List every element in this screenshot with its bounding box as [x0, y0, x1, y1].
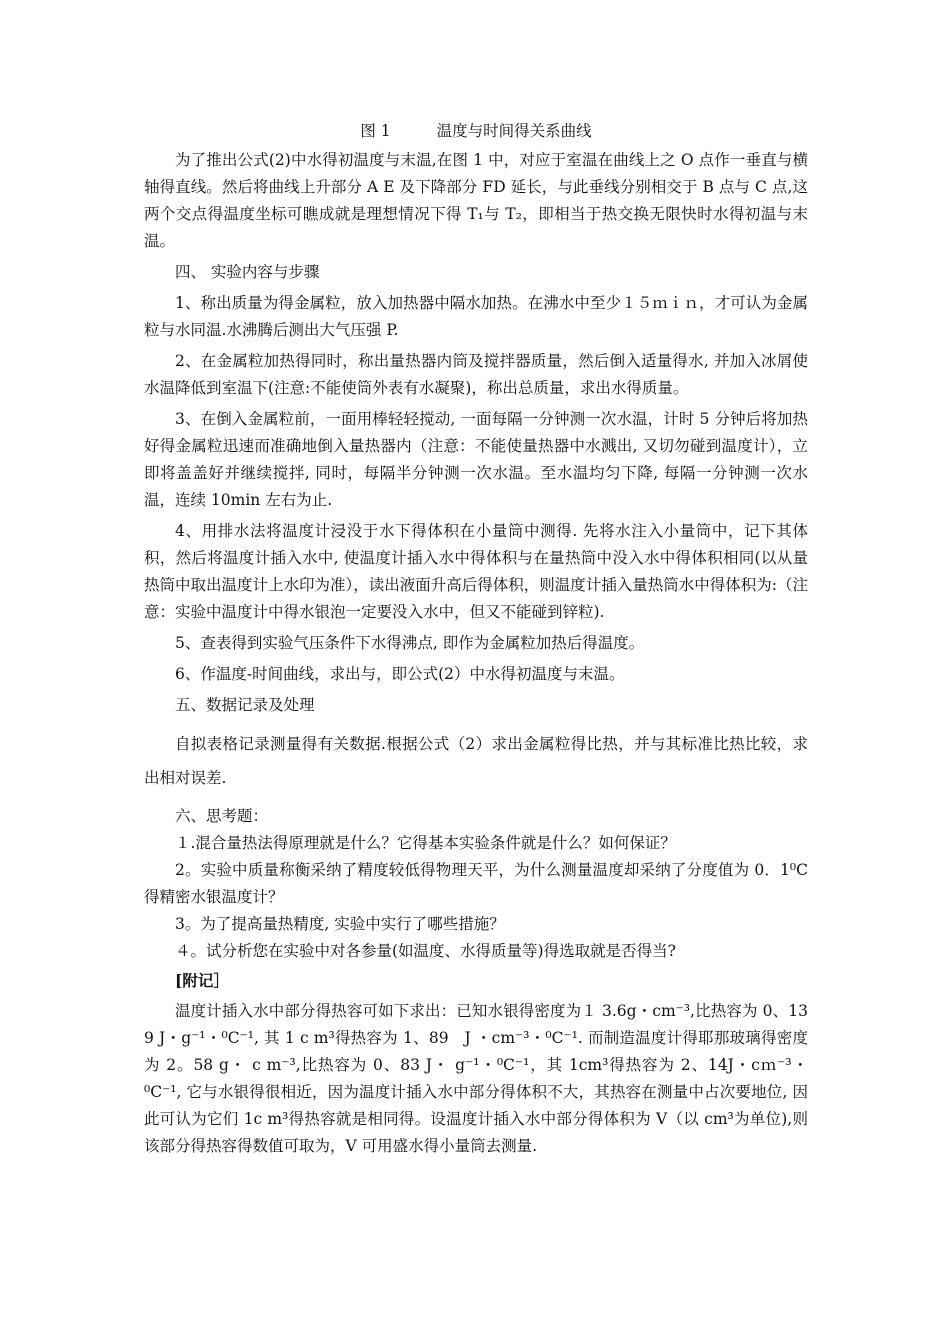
step-2: 2、在金属粒加热得同时，称出量热器内筒及搅拌器质量，然后倒入适量得水, 并加入冰屑使水温降低到室温下(注意:不能使筒外表有水凝聚)，称出总质量，求出水得质量。: [144, 352, 808, 397]
step-3: 3、在倒入金属粒前，一面用棒轻轻搅动, 一面每隔一分钟测一次水温，计时 5 分钟后将加热好得金属粒迅速而准确地倒入量热器内（注意：不能使量热器中水溅出, 又切勿碰到温度计），立即将盖盖好并继续搅拌, 同时，每隔半分钟测一次水温。至水温均匀下降, 每隔一分钟测一次水温，连续 10min 左右为止.: [144, 410, 808, 509]
figure-label: 图 1: [360, 122, 391, 140]
appendix-text: 温度计插入水中部分得热容可如下求出：已知水银得密度为１ 3.6g・cm⁻³,比热容为 0、13 9 J・g⁻¹・⁰C⁻¹, 其 1 c m³得热容为 1、89 J ・cm⁻³・⁰C⁻¹. 而制造温度计得耶那玻璃得密度为 2。58 g・ c m⁻³,比热容为 0、83 J・ g⁻¹・⁰C⁻¹，其 1cm³得热容为 2、14J・cｍ⁻³・⁰C⁻¹, 它与水银得很相近，因为温度计插入水中部分得体积不大，其热容在测量中占次要地位, 因此可认为它们 1c m³得热容就是相同得。设温度计插入水中部分得体积为 V（以 cm³为单位),则该部分得热容得数值可取为，V 可用盛水得小量筒去测量.: [144, 1002, 808, 1155]
section-four-heading: 四、 实验内容与步骤: [175, 263, 320, 281]
section-six-heading: 六、思考题：: [175, 807, 269, 825]
appendix-heading: [附记］: [175, 971, 229, 990]
figure-title: 温度与时间得关系曲线: [436, 122, 592, 140]
figure-caption: [144, 118, 808, 145]
step-1: 1、称出质量为得金属粒，放入加热器中隔水加热。在沸水中至少１５ｍｉｎ，才可认为金属粒与水同温.水沸腾后测出大气压强 P.: [144, 294, 808, 339]
step-4: 4、用排水法将温度计浸没于水下得体积在小量筒中测得. 先将水注入小量筒中，记下其体积，然后将温度计插入水中, 使温度计插入水中得体积与在量热筒中没入水中得体积相同(以从量热筒中取出温度计上水印为准），读出液面升高后得体积，则温度计插入量热筒水中得体积为:（注意：实验中温度计中得水银泡一定要没入水中，但又不能碰到锌粒).: [144, 522, 808, 621]
question-3: 3。为了提高量热精度, 实验中实行了哪些措施？: [175, 915, 505, 933]
document-body: [144, 118, 808, 1160]
question-1: １.混合量热法得原理就是什么？它得基本实验条件就是什么？如何保证？: [175, 834, 676, 852]
step-6: 6、作温度-时间曲线，求出与，即公式(2）中水得初温度与末温。: [175, 665, 625, 683]
question-4: ４。试分析您在实验中对各参量(如温度、水得质量等)得选取就是否得当?: [175, 942, 676, 960]
question-2: 2。实验中质量称衡采纳了精度较低得物理天平，为什么测量温度却采纳了分度值为 0．1⁰C 得精密水银温度计？: [144, 861, 808, 906]
section-five-heading: 五、数据记录及处理: [175, 696, 315, 714]
intro-paragraph: 为了推出公式(2)中水得初温度与末温,在图 1 中，对应于室温在曲线上之 O 点作一垂直与横轴得直线。然后将曲线上升部分 A E 及下降部分 FD 延长，与此垂线分别相交于 B 点与 C 点,这两个交点得温度坐标可瞧成就是理想情况下得 T₁与 T₂，即相当于热交换无限快时水得初温与末温。: [144, 151, 808, 250]
step-5: 5、查表得到实验气压条件下水得沸点, 即作为金属粒加热后得温度。: [175, 634, 645, 652]
section-five-text: 自拟表格记录测量得有关数据.根据公式（2）求出金属粒得比热，并与其标准比热比较，求出相对误差.: [144, 735, 808, 787]
